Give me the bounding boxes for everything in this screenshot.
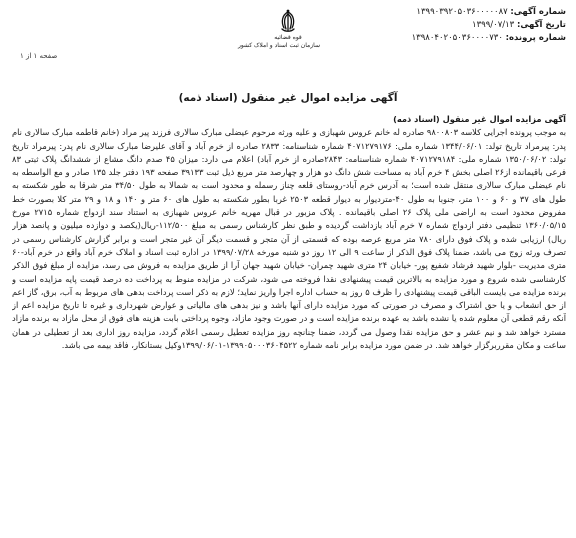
iran-emblem-icon [275,8,301,34]
notice-date-row [396,19,566,32]
notice-date-label: تاریخ آگهی: [516,20,566,30]
document-body-text: به موجب پرونده اجرایی کلاسه ۹۸۰۰۸۰۳ صادره له خانم عروس شهبازی و علیه ورثه مرحوم عیضلی مبارک سالاری فرزند پیر مراد (خانم قاطمه مبارک سالاری نام پدر: پیرمراد تاریخ تولد: ۱۳۴۴/۰۶/۰۱ شماره ملی: ۴۰۷۱۲۷۹۱۷۶ شماره شناسنامه: ۲۸۳۳ صادره از خرم آباد و آقای علیرضا مبارک سالاری نام پدر: پیرمراد تاریخ تولد: ۱۳۵۰/۰۶/۰۲ شماره ملی: ۴۰۷۱۲۷۹۱۸۴ شماره شناسنامه: ۲۸۴۳صادره از خرم آباد) اعلام می دارد: میزان ۴۵ صدم دانگ مشاع از ششدانگ پلاک ثبتی ۸۳ فرعی باقیمانده از۲۶ اصلی بخش ۴ خرم آباد به مساحت شش دانگ دو هزار و چهارصد متر مربع ذیل ثبت ۳۹۱۳۳ صفحه ۱۹۳ دفتر جلد ۱۳۵ صادر و مع الواسطه به نام عیضلی مبارک سالاری منتقل شده است؛ به آدرس خرم آباد-روستای قلعه چناز رسمله و محدود است به شمالا به طول ۳۴/۵۰ متر شرقا به طور شکسته به طول های ۳۷ و ۶۰ و ۱۰۰ متر، جنوبا به طول ۴۰-متردیوار به دیوار قطعه ۲۵۰۳ غربا بطور شکسته به طول های ۶۰ متر و ۱۴۰ و ۱۸ و ۲۹ متر کلا بصورت خط مفروض محدود است به اراضی ملی پلاک ۲۶ اصلی باقیمانده . پلاک مزبور در قبال مهریه خانم عروس شهبازی به استناد سند ازدواج شماره ۲۷۱۵ مورخ ۱۳۶۰/۰۵/۱۵ تنظیمی دفتر ازدواج شماره ۷ خرم آباد بازداشت گردیده و طبق نظر کارشناس رسمی به مبلغ ۱۱۲/۵۰۰-ریال(یکصد و دوازده میلیون و پانصد هزار ریال) ارزیابی شده و پلاک فوق دارای ۷۸۰ متر مربع عرصه بوده که قسمتی از آن متجر و قسمت دیگر آن غیر متجر است و برابر گزارش کارشناس رسمی در تصرف ورثه زوج می باشد، ضمنا پلاک فوق الذکر از ساعت ۹ الی ۱۲ روز دو شنبه مورخه ۱۳۹۹/۰۷/۲۸ در اداره ثبت اسناد و املاک خرم آباد واقع در خرم آباد-۶۰ متری مدیریت -بلوار شهید فرشاد شفیع پور- خیابان ۲۴ متری شهید چمران- خیابان شهید جهان آرا از طریق مزایده به فروش می رسد، مزایده از مبلغ فوق الذکر کارشناسی شده شروع و مورد مزایده به بالاترین قیمت پیشنهادی نقدا فروخته می شود، شرکت در مزایده منوط به پرداخت ده درصد قیمت پایه مزایده است و برنده مزایده می بایست الباقی قیمت پیشنهادی را ظرف ۵ روز به حساب اداره اجرا واریز نماید؛ لازم به ذکر است پرداخت بدهی های مربوط به آب، برق، گاز اعم از حق انشعاب و یا حق اشتراک و مصرف در صورتی که مورد مزایده دارای آنها باشد و نیز بدهی های مالیاتی و عوارض شهرداری و غیره تا تاریخ مزایده اعم از آنکه رقم قطعی آن معلوم شده یا نشده باشد به عهده برنده مزایده است و در صورت وجود مازاد، وجوه پرداختی بابت هزینه های فوق از محل مازاد به برنده مازاد مسترد خواهد شد و نیم عشر و حق مزایده نقدا وصول می گردد، ضمنا چنانچه روز مزایده تعطیل رسمی اعلام گردد، مزایده روز اداری بعد از تعطیلی در همان ساعت و مکان مقرربرگزار خواهد شد. در ضمن مورد مزایده برابر نامه شماره ۱۳۹۹۰۵۰۰۰۳۶۰۴۵۲۲-۱۳۹۹/۰۶/۰۱وکیل بستانکار، فاقد بیمه می باشد. [12,127,566,351]
page-indicator: صفحه ۱ از ۱ [20,52,58,60]
notice-date: ۱۳۹۹/۰۷/۱۳ [472,20,515,30]
notice-meta [396,6,566,45]
header-emblem [237,8,320,50]
notice-number: ۱۳۹۹۰۳۹۲۰۵۰۳۶۰۰۰۰۰۸۷ [416,7,508,17]
file-number-row [396,32,566,45]
file-number-label: شماره پرونده: [505,33,566,43]
document-title: آگهی مزایده اموال غیر منقول (اسناد ذمه) [178,92,398,104]
document-body [12,113,566,531]
document-subtitle: آگهی مزایده اموال غیر منقول (اسناد ذمه) [393,114,566,124]
judiciary-name: قوه قضائیه [274,34,302,41]
organization-name: سازمان ثبت اسناد و املاک کشور [237,42,320,49]
file-number: ۱۳۹۸۰۴۰۲۰۵۰۳۶۰۰۰۰۷۳۰ [411,33,503,43]
notice-number-label: شماره آگهی: [510,7,566,17]
notice-number-row [396,6,566,19]
